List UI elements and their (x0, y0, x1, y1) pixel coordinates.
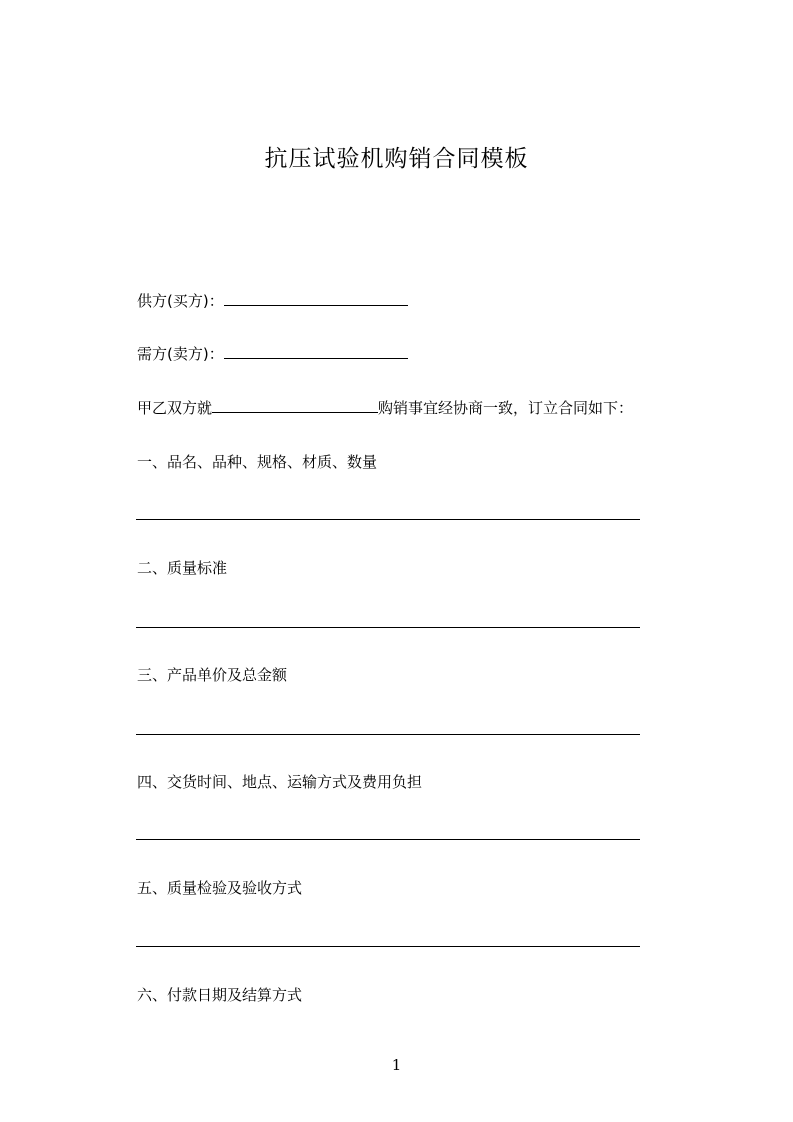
page-number: 1 (391, 1056, 402, 1074)
section-5-fill-line (136, 946, 640, 947)
section-heading-2: 二、质量标准 (137, 559, 228, 577)
intro-line (137, 398, 633, 418)
intro-before: 甲乙双方就 (137, 399, 213, 417)
supplier-blank (224, 291, 408, 306)
buyer-line (137, 344, 408, 364)
intro-blank (212, 398, 378, 413)
section-3-fill-line (136, 734, 640, 735)
buyer-blank (224, 344, 408, 359)
section-heading-3: 三、产品单价及总金额 (137, 666, 288, 684)
section-2-fill-line (136, 627, 640, 628)
section-heading-4: 四、交货时间、地点、运输方式及费用负担 (137, 773, 423, 791)
supplier-label: 供方(买方)： (137, 292, 224, 310)
section-heading-6: 六、付款日期及结算方式 (137, 986, 303, 1004)
section-1-fill-line (136, 519, 640, 520)
section-heading-5: 五、质量检验及验收方式 (137, 879, 303, 897)
document-title: 抗压试验机购销合同模板 (264, 146, 529, 172)
section-4-fill-line (136, 839, 640, 840)
supplier-line (137, 291, 408, 311)
intro-after: 购销事宜经协商一致，订立合同如下： (378, 399, 634, 417)
section-heading-1: 一、品名、品种、规格、材质、数量 (137, 453, 378, 471)
buyer-label: 需方(卖方)： (137, 345, 224, 363)
